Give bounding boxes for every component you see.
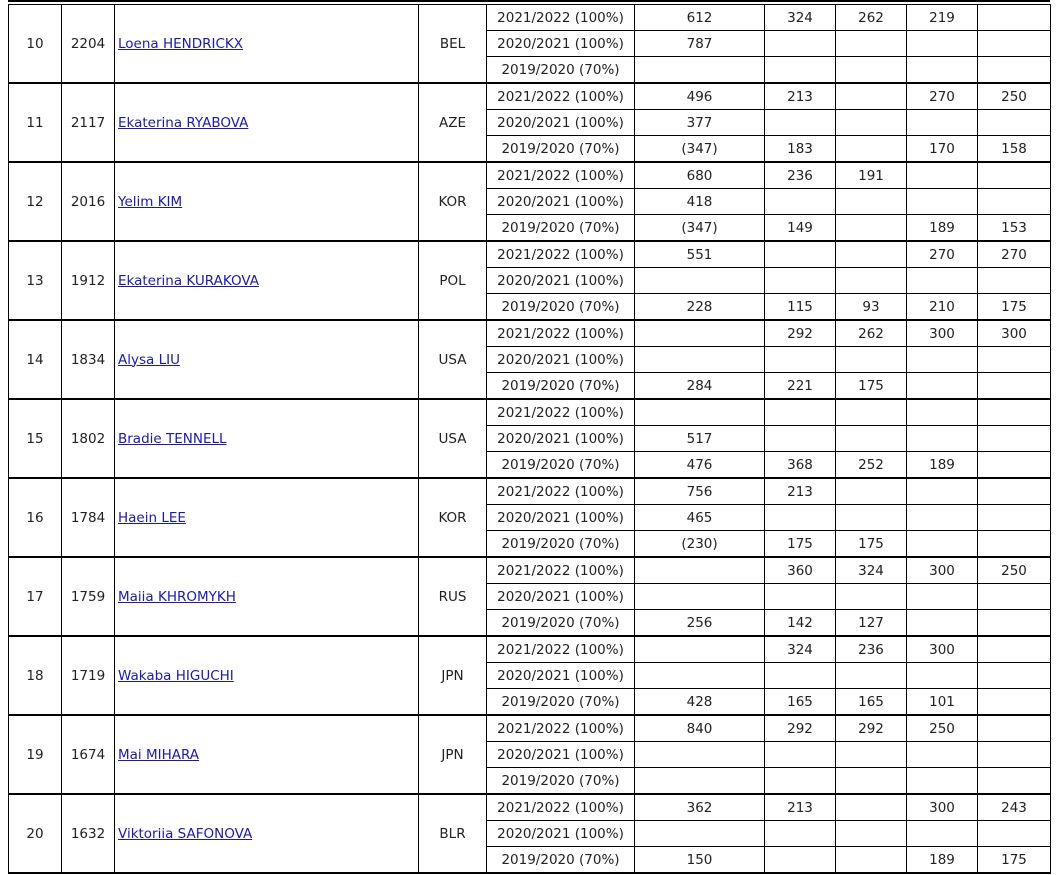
season-total-cell	[635, 821, 765, 847]
season-label-cell: 2019/2020 (70%)	[487, 215, 635, 242]
event-score-cell	[907, 162, 978, 189]
skater-name-link[interactable]: Viktoriia SAFONOVA	[118, 825, 253, 842]
points-cell: 1802	[62, 399, 115, 478]
event-score-cell	[978, 584, 1051, 610]
event-score-cell	[907, 663, 978, 689]
event-score-cell	[765, 189, 836, 215]
event-score-cell	[907, 268, 978, 294]
event-score-cell: 324	[765, 636, 836, 663]
country-cell: JPN	[419, 636, 487, 715]
event-score-cell	[836, 478, 907, 505]
event-score-cell: 292	[765, 715, 836, 742]
points-cell: 2117	[62, 83, 115, 162]
rank-cell: 16	[9, 478, 62, 557]
name-cell	[115, 241, 419, 320]
event-score-cell: 158	[978, 136, 1051, 163]
country-cell: JPN	[419, 715, 487, 794]
event-score-cell: 142	[765, 610, 836, 637]
name-cell	[115, 83, 419, 162]
event-score-cell: 149	[765, 215, 836, 242]
event-score-cell	[836, 768, 907, 795]
event-score-cell: 213	[765, 794, 836, 821]
event-score-cell	[836, 794, 907, 821]
season-total-cell	[635, 584, 765, 610]
event-score-cell	[907, 399, 978, 426]
skater-name-link[interactable]: Alysa LIU	[118, 351, 180, 368]
season-total-cell: 840	[635, 715, 765, 742]
season-total-cell	[635, 742, 765, 768]
season-total-cell	[635, 399, 765, 426]
event-score-cell	[978, 531, 1051, 558]
event-score-cell: 250	[907, 715, 978, 742]
event-score-cell	[836, 742, 907, 768]
event-score-cell	[836, 136, 907, 163]
season-label-cell: 2020/2021 (100%)	[487, 821, 635, 847]
event-score-cell: 210	[907, 294, 978, 321]
season-label-cell: 2021/2022 (100%)	[487, 794, 635, 821]
event-score-cell	[978, 610, 1051, 637]
event-score-cell: 250	[978, 83, 1051, 110]
event-score-cell: 360	[765, 557, 836, 584]
table-row	[9, 320, 1051, 347]
season-label-cell: 2019/2020 (70%)	[487, 689, 635, 716]
season-label-cell: 2019/2020 (70%)	[487, 373, 635, 400]
event-score-cell: 175	[836, 531, 907, 558]
event-score-cell	[907, 610, 978, 637]
event-score-cell	[978, 31, 1051, 57]
event-score-cell: 324	[765, 5, 836, 31]
event-score-cell: 189	[907, 847, 978, 874]
event-score-cell	[907, 31, 978, 57]
event-score-cell	[765, 847, 836, 874]
name-cell	[115, 557, 419, 636]
rank-cell: 14	[9, 320, 62, 399]
event-score-cell	[765, 742, 836, 768]
name-cell	[115, 162, 419, 241]
table-row	[9, 715, 1051, 742]
event-score-cell	[907, 584, 978, 610]
season-label-cell: 2021/2022 (100%)	[487, 636, 635, 663]
season-label-cell: 2020/2021 (100%)	[487, 31, 635, 57]
skater-name-link[interactable]: Yelim KIM	[118, 193, 183, 210]
event-score-cell: 127	[836, 610, 907, 637]
event-score-cell: 300	[907, 636, 978, 663]
season-label-cell: 2021/2022 (100%)	[487, 478, 635, 505]
event-score-cell: 270	[978, 241, 1051, 268]
event-score-cell: 236	[836, 636, 907, 663]
event-score-cell	[907, 57, 978, 84]
event-score-cell	[765, 347, 836, 373]
season-label-cell: 2020/2021 (100%)	[487, 663, 635, 689]
event-score-cell: 300	[907, 557, 978, 584]
event-score-cell	[836, 584, 907, 610]
event-score-cell	[836, 31, 907, 57]
season-total-cell	[635, 636, 765, 663]
event-score-cell	[907, 821, 978, 847]
season-total-cell: 362	[635, 794, 765, 821]
skater-name-link[interactable]: Ekaterina KURAKOVA	[118, 272, 259, 289]
name-cell	[115, 399, 419, 478]
event-score-cell: 191	[836, 162, 907, 189]
country-cell: KOR	[419, 162, 487, 241]
points-cell: 1784	[62, 478, 115, 557]
skater-name-link[interactable]: Ekaterina RYABOVA	[118, 114, 249, 131]
season-total-cell: 428	[635, 689, 765, 716]
event-score-cell	[978, 373, 1051, 400]
event-score-cell: 183	[765, 136, 836, 163]
season-label-cell: 2020/2021 (100%)	[487, 505, 635, 531]
points-cell: 1632	[62, 794, 115, 873]
season-total-cell: 256	[635, 610, 765, 637]
event-score-cell	[978, 505, 1051, 531]
country-cell: POL	[419, 241, 487, 320]
event-score-cell	[978, 5, 1051, 31]
rank-cell: 13	[9, 241, 62, 320]
event-score-cell	[765, 584, 836, 610]
season-label-cell: 2020/2021 (100%)	[487, 110, 635, 136]
event-score-cell	[836, 57, 907, 84]
event-score-cell	[765, 268, 836, 294]
season-total-cell: 517	[635, 426, 765, 452]
event-score-cell	[907, 373, 978, 400]
name-cell	[115, 320, 419, 399]
event-score-cell	[978, 399, 1051, 426]
event-score-cell: 175	[836, 373, 907, 400]
event-score-cell	[978, 110, 1051, 136]
event-score-cell	[836, 215, 907, 242]
event-score-cell: 262	[836, 5, 907, 31]
rank-cell: 11	[9, 83, 62, 162]
season-label-cell: 2019/2020 (70%)	[487, 768, 635, 795]
skater-name-link[interactable]: Loena HENDRICKX	[118, 35, 244, 52]
name-cell	[115, 794, 419, 873]
points-cell: 1674	[62, 715, 115, 794]
points-cell: 1719	[62, 636, 115, 715]
event-score-cell: 175	[765, 531, 836, 558]
rank-cell: 17	[9, 557, 62, 636]
season-label-cell: 2019/2020 (70%)	[487, 452, 635, 479]
event-score-cell: 243	[978, 794, 1051, 821]
event-score-cell: 165	[836, 689, 907, 716]
event-score-cell: 219	[907, 5, 978, 31]
country-cell: USA	[419, 399, 487, 478]
rank-cell: 10	[9, 5, 62, 84]
season-total-cell	[635, 768, 765, 795]
season-label-cell: 2021/2022 (100%)	[487, 320, 635, 347]
event-score-cell	[907, 742, 978, 768]
season-total-cell	[635, 347, 765, 373]
event-score-cell: 175	[978, 294, 1051, 321]
event-score-cell	[978, 768, 1051, 795]
event-score-cell	[765, 663, 836, 689]
name-cell	[115, 636, 419, 715]
table-row	[9, 162, 1051, 189]
event-score-cell: 165	[765, 689, 836, 716]
table-row	[9, 5, 1051, 31]
event-score-cell	[978, 162, 1051, 189]
event-score-cell	[765, 821, 836, 847]
country-cell: RUS	[419, 557, 487, 636]
season-label-cell: 2020/2021 (100%)	[487, 584, 635, 610]
points-cell: 1912	[62, 241, 115, 320]
event-score-cell: 236	[765, 162, 836, 189]
season-total-cell: 612	[635, 5, 765, 31]
season-total-cell: 150	[635, 847, 765, 874]
season-label-cell: 2019/2020 (70%)	[487, 847, 635, 874]
event-score-cell	[978, 478, 1051, 505]
season-total-cell: 228	[635, 294, 765, 321]
season-total-cell	[635, 268, 765, 294]
event-score-cell	[978, 742, 1051, 768]
table-row	[9, 478, 1051, 505]
event-score-cell: 300	[978, 320, 1051, 347]
event-score-cell: 270	[907, 241, 978, 268]
event-score-cell: 252	[836, 452, 907, 479]
event-score-cell	[907, 347, 978, 373]
season-total-cell: 680	[635, 162, 765, 189]
rank-cell: 18	[9, 636, 62, 715]
season-total-cell	[635, 320, 765, 347]
season-total-cell	[635, 57, 765, 84]
event-score-cell	[836, 663, 907, 689]
event-score-cell	[978, 268, 1051, 294]
event-score-cell	[978, 189, 1051, 215]
name-cell	[115, 5, 419, 84]
season-total-cell	[635, 663, 765, 689]
event-score-cell	[765, 241, 836, 268]
event-score-cell	[836, 821, 907, 847]
season-label-cell: 2020/2021 (100%)	[487, 347, 635, 373]
event-score-cell: 213	[765, 478, 836, 505]
event-score-cell: 101	[907, 689, 978, 716]
event-score-cell: 324	[836, 557, 907, 584]
event-score-cell	[836, 426, 907, 452]
event-score-cell	[836, 505, 907, 531]
rank-cell: 19	[9, 715, 62, 794]
event-score-cell	[978, 636, 1051, 663]
event-score-cell	[836, 189, 907, 215]
table-row	[9, 241, 1051, 268]
event-score-cell	[836, 110, 907, 136]
event-score-cell	[978, 821, 1051, 847]
event-score-cell	[907, 426, 978, 452]
season-label-cell: 2020/2021 (100%)	[487, 268, 635, 294]
event-score-cell	[907, 478, 978, 505]
season-label-cell: 2019/2020 (70%)	[487, 136, 635, 163]
season-total-cell: 787	[635, 31, 765, 57]
event-score-cell	[978, 426, 1051, 452]
event-score-cell	[765, 426, 836, 452]
season-total-cell: (347)	[635, 215, 765, 242]
event-score-cell	[907, 505, 978, 531]
event-score-cell	[978, 347, 1051, 373]
season-total-cell: 284	[635, 373, 765, 400]
table-row	[9, 794, 1051, 821]
season-label-cell: 2019/2020 (70%)	[487, 294, 635, 321]
season-label-cell: 2021/2022 (100%)	[487, 241, 635, 268]
name-cell	[115, 478, 419, 557]
event-score-cell	[907, 110, 978, 136]
season-total-cell: 496	[635, 83, 765, 110]
event-score-cell	[765, 505, 836, 531]
season-label-cell: 2019/2020 (70%)	[487, 610, 635, 637]
event-score-cell	[836, 241, 907, 268]
season-total-cell: 418	[635, 189, 765, 215]
event-score-cell	[836, 347, 907, 373]
season-total-cell: (347)	[635, 136, 765, 163]
skater-name-link[interactable]: Bradie TENNELL	[118, 430, 227, 447]
event-score-cell: 262	[836, 320, 907, 347]
season-total-cell: 377	[635, 110, 765, 136]
event-score-cell	[978, 452, 1051, 479]
table-row	[9, 399, 1051, 426]
season-total-cell: 551	[635, 241, 765, 268]
event-score-cell: 175	[978, 847, 1051, 874]
event-score-cell	[836, 83, 907, 110]
event-score-cell	[765, 399, 836, 426]
table-row	[9, 557, 1051, 584]
event-score-cell	[978, 715, 1051, 742]
season-label-cell: 2020/2021 (100%)	[487, 189, 635, 215]
points-cell: 2016	[62, 162, 115, 241]
season-label-cell: 2021/2022 (100%)	[487, 399, 635, 426]
event-score-cell	[765, 31, 836, 57]
points-cell: 1834	[62, 320, 115, 399]
skater-name-link[interactable]: Maiia KHROMYKH	[118, 588, 236, 605]
season-label-cell: 2019/2020 (70%)	[487, 531, 635, 558]
event-score-cell: 189	[907, 452, 978, 479]
country-cell: BEL	[419, 5, 487, 84]
event-score-cell	[765, 110, 836, 136]
season-total-cell: 465	[635, 505, 765, 531]
event-score-cell	[978, 57, 1051, 84]
event-score-cell: 292	[836, 715, 907, 742]
season-label-cell: 2021/2022 (100%)	[487, 83, 635, 110]
rank-cell: 20	[9, 794, 62, 873]
rank-cell: 12	[9, 162, 62, 241]
event-score-cell: 213	[765, 83, 836, 110]
event-score-cell	[907, 189, 978, 215]
event-score-cell	[978, 689, 1051, 716]
season-label-cell: 2021/2022 (100%)	[487, 715, 635, 742]
season-label-cell: 2019/2020 (70%)	[487, 57, 635, 84]
event-score-cell: 221	[765, 373, 836, 400]
event-score-cell	[836, 847, 907, 874]
country-cell: AZE	[419, 83, 487, 162]
season-total-cell: 756	[635, 478, 765, 505]
season-label-cell: 2021/2022 (100%)	[487, 557, 635, 584]
season-total-cell	[635, 557, 765, 584]
season-total-cell: (230)	[635, 531, 765, 558]
points-cell: 1759	[62, 557, 115, 636]
country-cell: KOR	[419, 478, 487, 557]
standings-table-body	[9, 5, 1051, 874]
event-score-cell: 93	[836, 294, 907, 321]
standings-table	[8, 4, 1051, 874]
event-score-cell: 300	[907, 320, 978, 347]
name-cell	[115, 715, 419, 794]
country-cell: USA	[419, 320, 487, 399]
skater-name-link[interactable]: Wakaba HIGUCHI	[118, 667, 234, 684]
event-score-cell: 292	[765, 320, 836, 347]
event-score-cell: 153	[978, 215, 1051, 242]
season-total-cell: 476	[635, 452, 765, 479]
event-score-cell: 189	[907, 215, 978, 242]
season-label-cell: 2021/2022 (100%)	[487, 162, 635, 189]
country-cell: BLR	[419, 794, 487, 873]
skater-name-link[interactable]: Haein LEE	[118, 509, 186, 526]
season-label-cell: 2020/2021 (100%)	[487, 742, 635, 768]
event-score-cell	[765, 57, 836, 84]
event-score-cell: 270	[907, 83, 978, 110]
season-label-cell: 2020/2021 (100%)	[487, 426, 635, 452]
season-label-cell: 2021/2022 (100%)	[487, 5, 635, 31]
skater-name-link[interactable]: Mai MIHARA	[118, 746, 200, 763]
event-score-cell: 368	[765, 452, 836, 479]
event-score-cell	[907, 531, 978, 558]
rank-cell: 15	[9, 399, 62, 478]
event-score-cell	[836, 399, 907, 426]
event-score-cell: 250	[978, 557, 1051, 584]
table-row	[9, 83, 1051, 110]
event-score-cell	[907, 768, 978, 795]
event-score-cell: 170	[907, 136, 978, 163]
table-row	[9, 636, 1051, 663]
event-score-cell	[836, 268, 907, 294]
points-cell: 2204	[62, 5, 115, 84]
event-score-cell	[765, 768, 836, 795]
event-score-cell: 115	[765, 294, 836, 321]
event-score-cell: 300	[907, 794, 978, 821]
event-score-cell	[978, 663, 1051, 689]
